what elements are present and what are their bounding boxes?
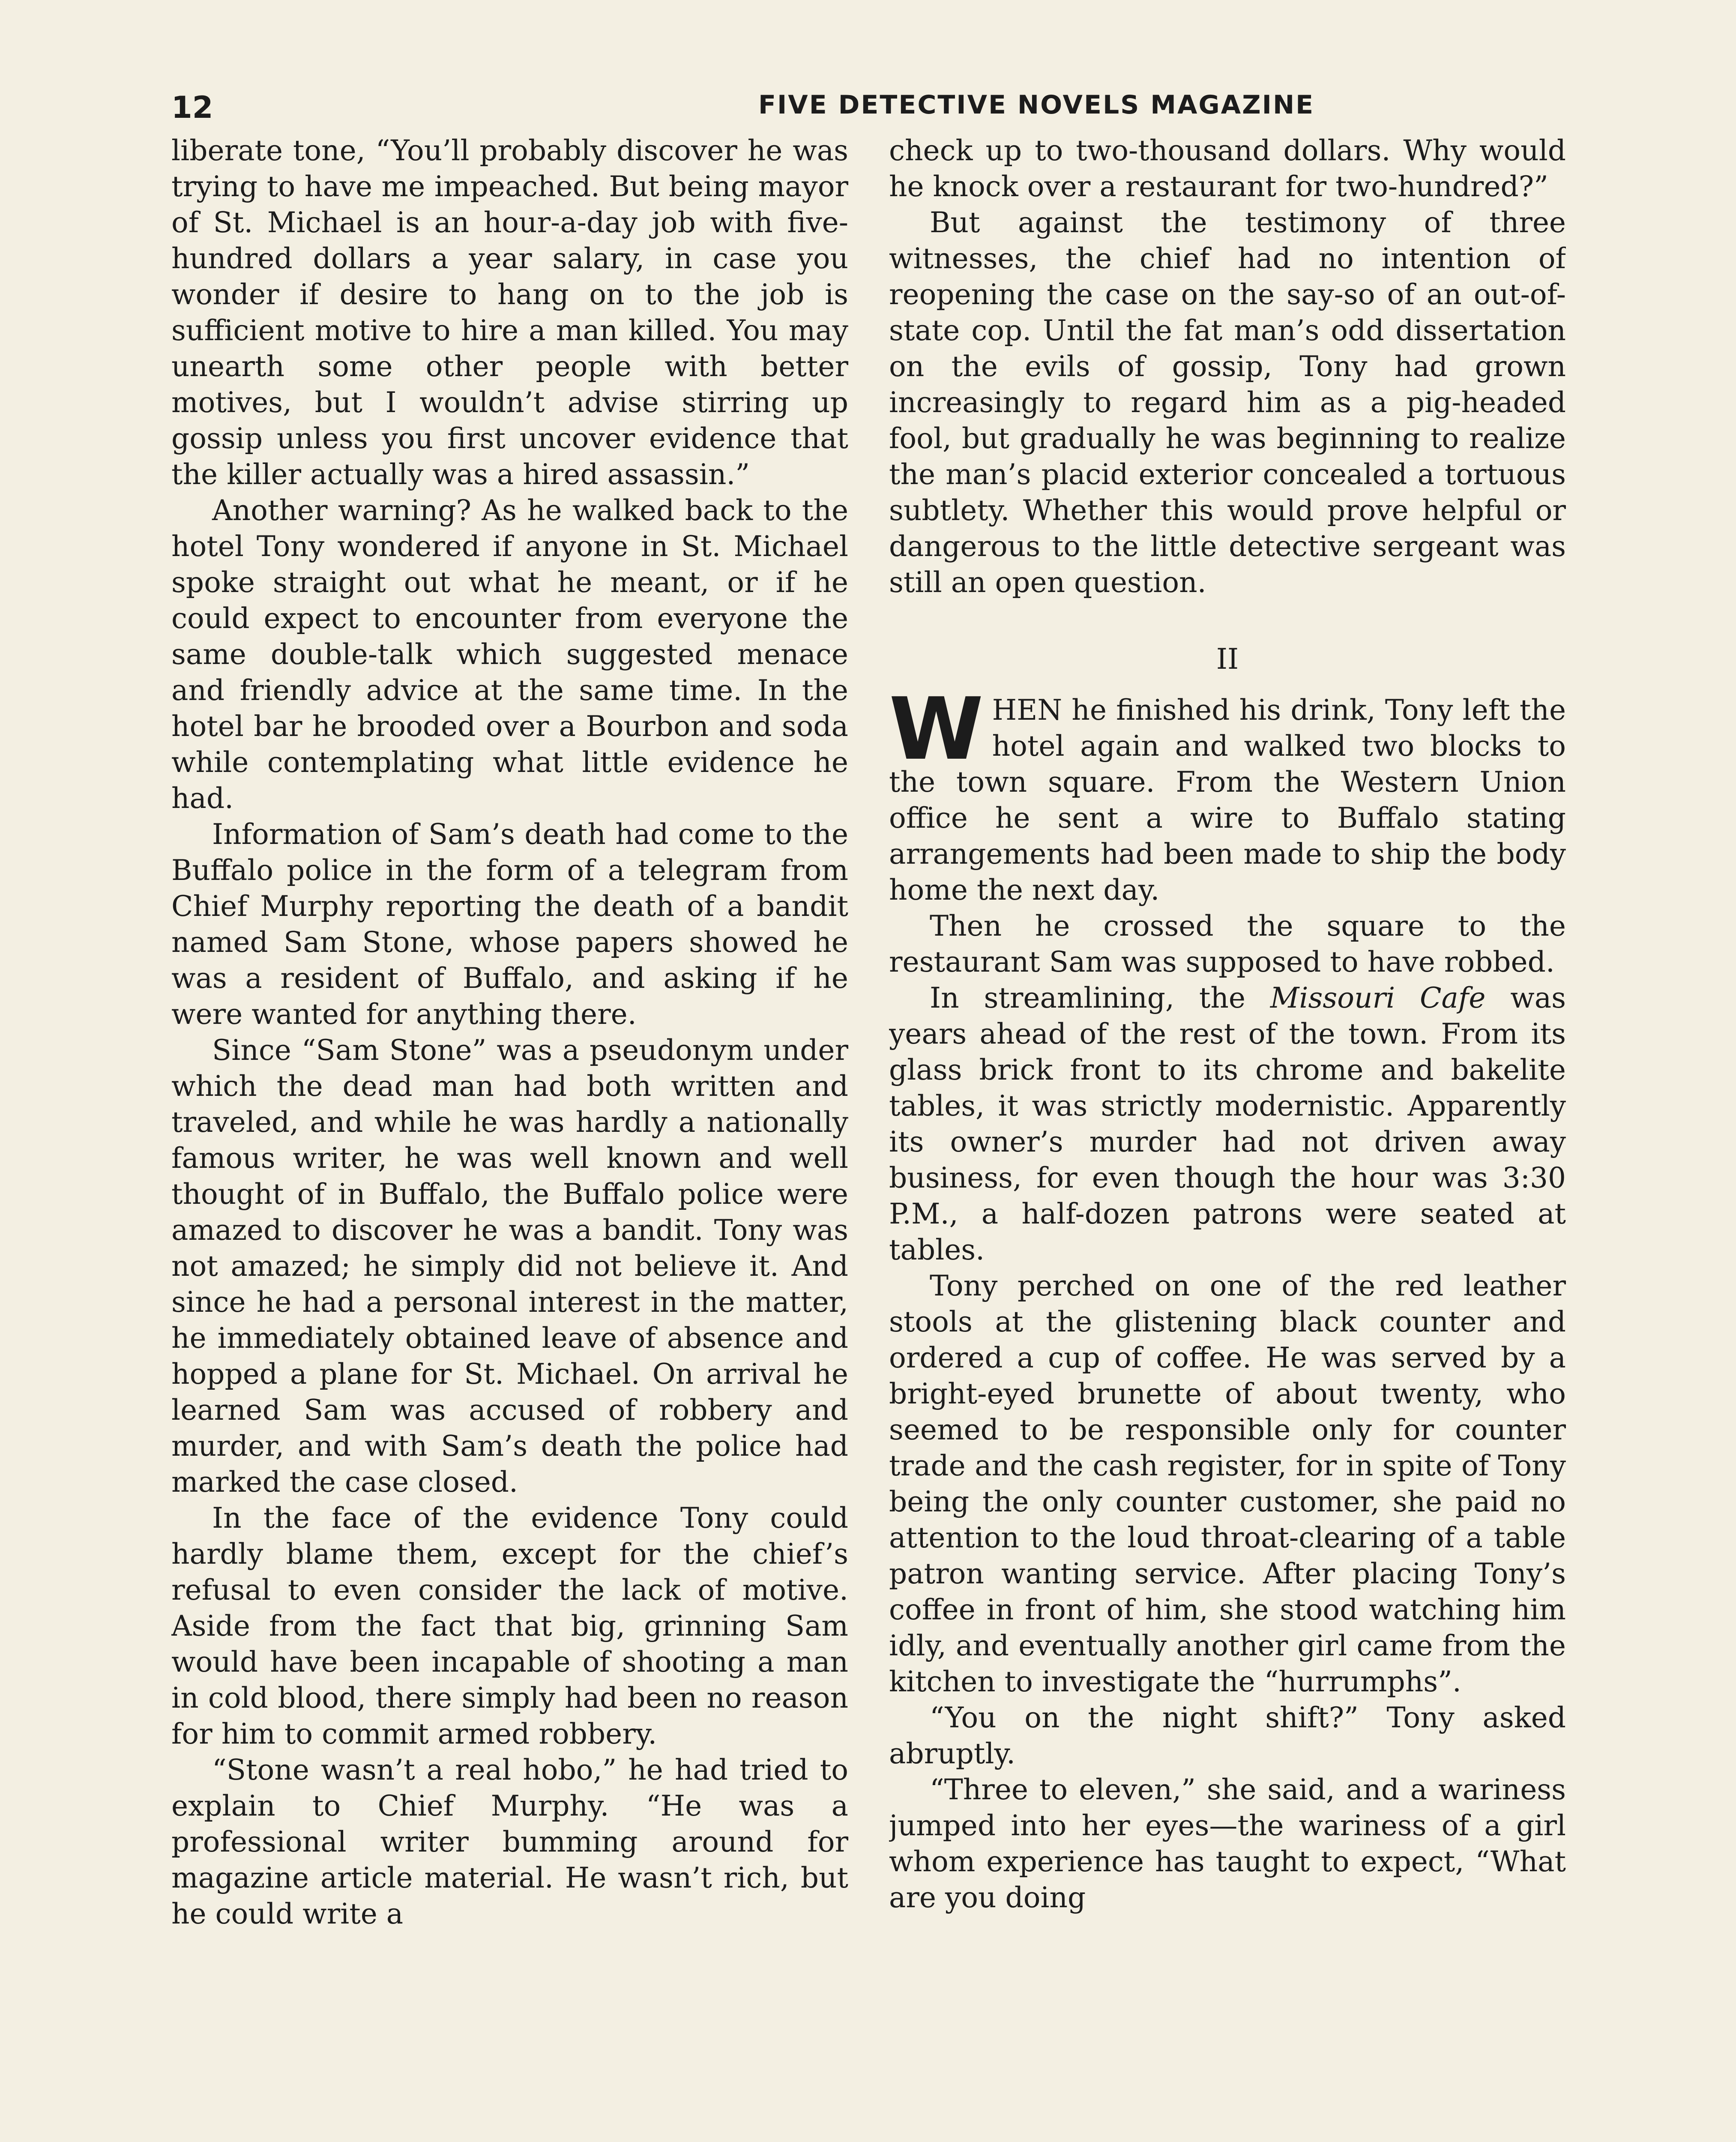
page-number: 12 (171, 90, 213, 125)
drop-cap: W (889, 679, 984, 779)
paragraph: “You on the night shift?” Tony asked abruptly. (889, 1701, 1566, 1770)
paragraph: Information of Sam’s death had come to the Buffalo police in the form of a telegram from Chief Murphy reporting the death of a bandit named Sam Stone, whose papers showed he was a resident of Buffalo, and asking if he were wanted for anything there. (171, 818, 848, 1031)
right-column (889, 133, 1566, 2142)
paragraph: Since “Sam Stone” was a pseudonym under which the dead man had both written and traveled, and while he was hardly a nationally famous writer, he was well known and well thought of in Buffalo, the Buffalo police were amazed to discover he was a bandit. Tony was not amazed; he simply did not believe it. And since he had a personal interest in the matter, he immediately obtained leave of absence and hopped a plane for St. Michael. On arrival he learned Sam was accused of robbery and murder, and with Sam’s death the police had marked the case closed. (171, 1034, 848, 1499)
cafe-name: Missouri Cafe (1270, 981, 1486, 1014)
paragraph: In streamlining, the Missouri Cafe was years ahead of the rest of the town. From its glass brick front to its chrome and bakelite tables, it was strictly modernistic. Apparently its owner’s murder had not driven away business, for even though the hour was 3:30 P.M., a half-dozen patrons were seated at tables. (889, 981, 1566, 1266)
paragraph: check up to two-thousand dollars. Why would he knock over a restaurant for two-hundred?” (889, 134, 1566, 203)
paragraph: But against the testimony of three witnesses, the chief had no intention of reopening the case on the say-so of an out-of-state cop. Until the fat man’s odd dissertation on the evils of gossip, Tony had grown increasingly to regard him as a pig-headed fool, but gradually he was beginning to realize the man’s placid exterior concealed a tortuous subtlety. Whether this would prove helpful or dangerous to the little detective sergeant was still an open question. (889, 206, 1566, 599)
page-header (171, 90, 1585, 124)
section-numeral: II (1216, 643, 1239, 676)
paragraph: “Stone wasn’t a real hobo,” he had tried to explain to Chief Murphy. “He was a professional writer bumming around for magazine article material. He wasn’t rich, but he could write a (171, 1753, 848, 1930)
left-column (171, 133, 848, 2142)
paragraph: “Three to eleven,” she said, and a wariness jumped into her eyes—the wariness of a girl whom experience has taught to expect, “What are you doing (889, 1773, 1566, 1914)
section-lead (889, 679, 1566, 908)
paragraph: Tony perched on one of the red leather stools at the glistening black counter and ordered a cup of coffee. He was served by a bright-eyed brunette of about twenty, who seemed to be responsible only for counter trade and the cash register, for in spite of Tony being the only counter customer, she paid no attention to the loud throat-clearing of a table patron wanting service. After placing Tony’s coffee in front of him, she stood watching him idly, and eventually another girl came from the kitchen to investigate the “hurrumphs”. (889, 1269, 1566, 1698)
running-head: FIVE DETECTIVE NOVELS MAGAZINE (758, 90, 1315, 120)
paragraph: Another warning? As he walked back to the hotel Tony wondered if anyone in St. Michael spoke straight out what he meant, or if he could expect to encounter from everyone the same double-talk which suggested menace and friendly advice at the same time. In the hotel bar he brooded over a Bourbon and soda while contemplating what little evidence he had. (171, 494, 848, 815)
paragraph: In the face of the evidence Tony could hardly blame them, except for the chief’s refusal to even consider the lack of motive. Aside from the fact that big, grinning Sam would have been incapable of shooting a man in cold blood, there simply had been no reason for him to commit armed robbery. (171, 1502, 848, 1750)
paragraph: Then he crossed the square to the restaurant Sam was supposed to have robbed. (889, 909, 1566, 978)
lead-paragraph: HEN he finished his drink, Tony left the hotel again and walked two blocks to the town square. From the Western Union office he sent a wire to Buffalo stating arrangements had been made to ship the body home the next day. (889, 694, 1566, 906)
paragraph: liberate tone, “You’ll probably discover he was trying to have me impeached. But being mayor of St. Michael is an hour-a-day job with five-hundred dollars a year salary, in case you wonder if desire to hang on to the job is sufficient motive to hire a man killed. You may unearth some other people with better motives, but I wouldn’t advise stirring up gossip unless you first uncover evidence that the killer actually was a hired assassin.” (171, 134, 848, 491)
